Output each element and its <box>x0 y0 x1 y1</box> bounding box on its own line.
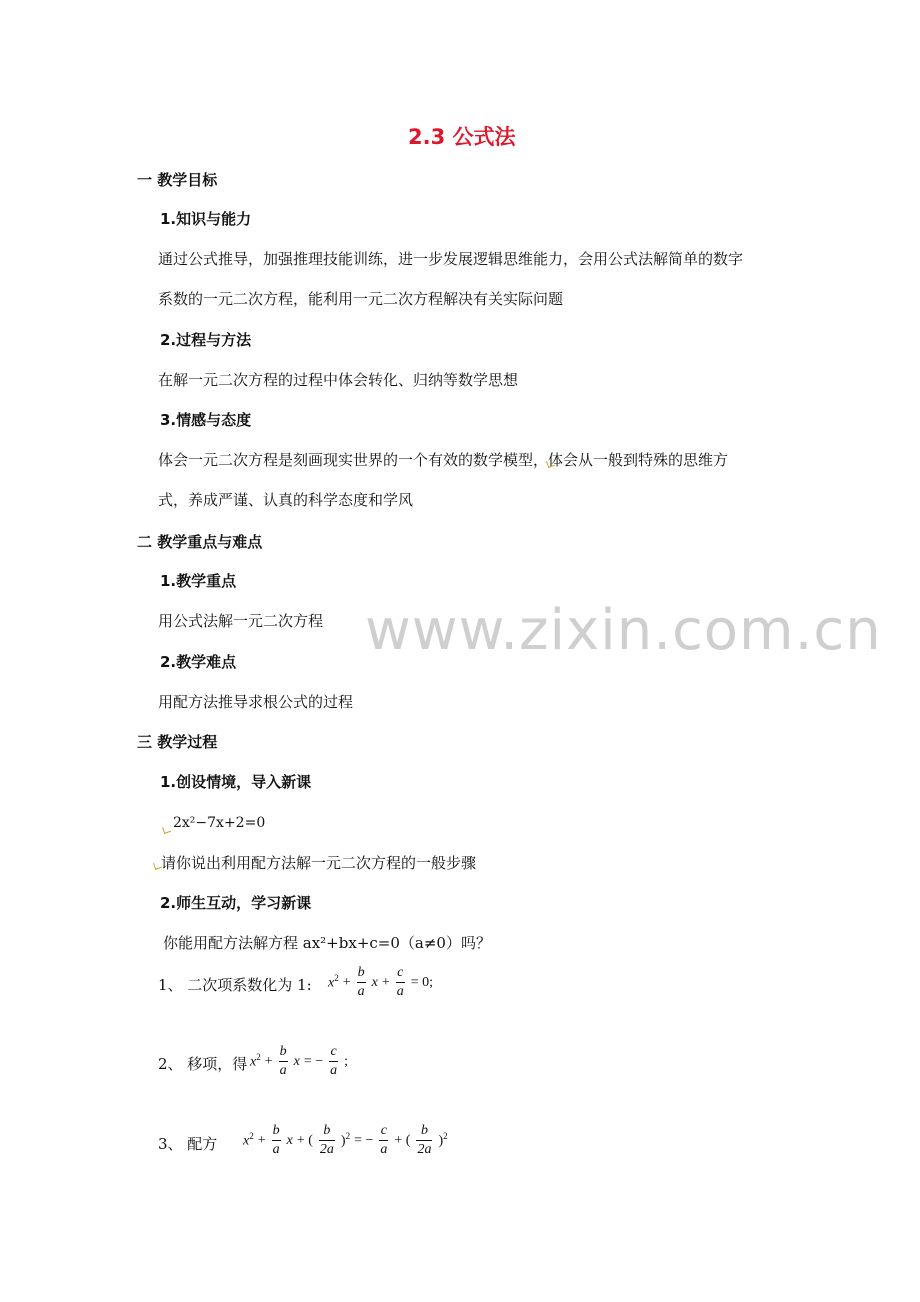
subheading-difficulty: 2.教学难点 <box>160 653 237 671</box>
section-heading-objectives: 一 教学目标 <box>137 171 218 189</box>
subheading-attitude: 3.情感与态度 <box>160 411 252 429</box>
paragraph-line: 系数的一元二次方程，能利用一元二次方程解决有关实际问题 <box>158 290 564 308</box>
equation-example: 2x²−7x+2=0 <box>173 815 266 831</box>
section-heading-process: 三 教学过程 <box>137 733 218 751</box>
step-label: 2、 移项，得 <box>158 1055 248 1073</box>
page-title: 2.3 公式法 <box>408 125 516 149</box>
paragraph-line: 通过公式推导，加强推理技能训练，进一步发展逻辑思维能力，会用公式法解简单的数字 <box>158 250 744 268</box>
subheading-interaction: 2.师生互动，学习新课 <box>160 894 312 912</box>
subheading-knowledge: 1.知识与能力 <box>160 210 252 228</box>
subheading-key: 1.教学重点 <box>160 572 237 590</box>
subheading-process: 2.过程与方法 <box>160 331 252 349</box>
watermark: www.zixin.com.cn <box>365 598 882 663</box>
paragraph-line: 体会一元二次方程是刻画现实世界的一个有效的数学模型，体会从一般到特殊的思维方 <box>158 451 729 469</box>
formula-step1: $x^2$ + $\frac{b}{a}$ x + $\frac{c}{a}$ = 0; <box>328 965 434 999</box>
step-label: 3、 配方 <box>158 1135 218 1153</box>
paragraph-line: 在解一元二次方程的过程中体会转化、归纳等数学思想 <box>158 371 519 389</box>
step-label: 1、 二次项系数化为 1: <box>158 976 312 994</box>
edit-mark-icon <box>162 825 171 834</box>
paragraph-line: 你能用配方法解方程 ax²+bx+c=0（a≠0）吗？ <box>163 934 491 952</box>
formula-step3: $x^2$ + $\frac{b}{a}$ x + ( $\frac{b}{2a}$ )$^2$ = − $\frac{c}{a}$ + ( $\frac{b}{2a}$ )$^2$ <box>243 1123 448 1157</box>
subheading-intro: 1.创设情境，导入新课 <box>160 773 312 791</box>
paragraph-line: 式，养成严谨、认真的科学态度和学风 <box>158 491 414 509</box>
paragraph-line: 请你说出利用配方法解一元二次方程的一般步骤 <box>161 854 477 872</box>
paragraph-line: 用配方法推导求根公式的过程 <box>158 693 354 711</box>
paragraph-line: 用公式法解一元二次方程 <box>158 612 324 630</box>
formula-step2: $x^2$ + $\frac{b}{a}$ x = − $\frac{c}{a}$ ; <box>250 1044 349 1078</box>
section-heading-keypoints: 二 教学重点与难点 <box>137 533 263 551</box>
